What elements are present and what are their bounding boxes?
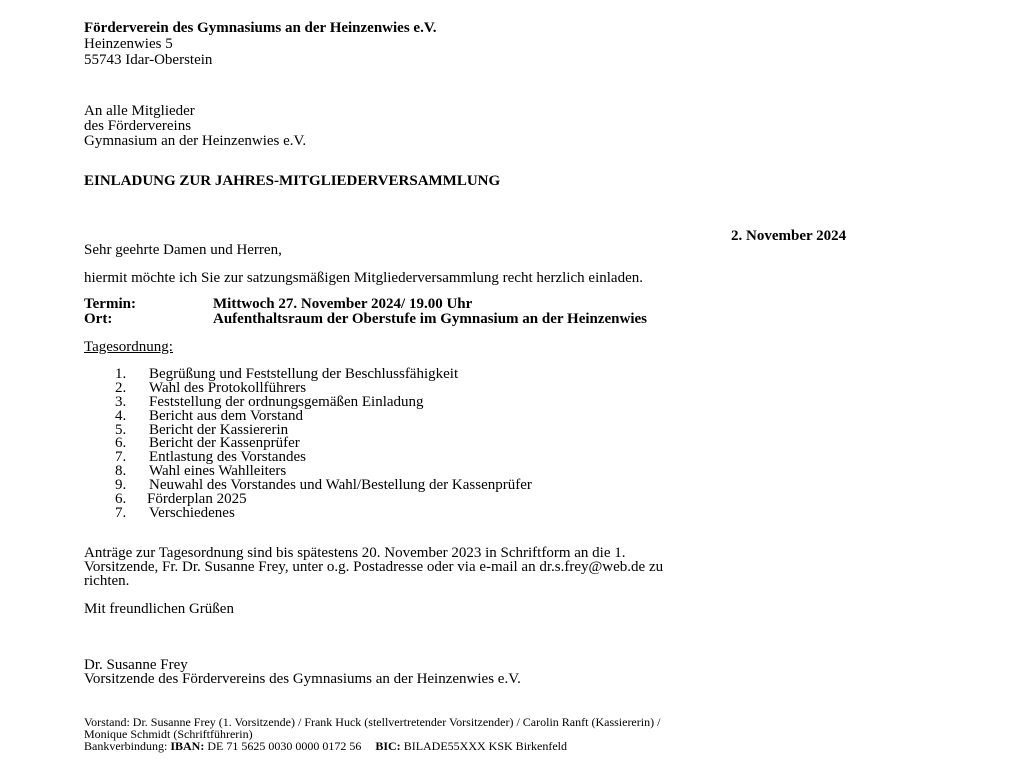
- agenda-text: Wahl eines Wahlleiters: [149, 463, 287, 480]
- agenda-number: 4.: [115, 407, 127, 424]
- agenda-heading: Tagesordnung:: [84, 339, 173, 355]
- agenda-text: Begrüßung und Feststellung der Beschlussfähigkeit: [149, 366, 459, 382]
- bic-label: BIC:: [375, 739, 401, 753]
- iban-label: IBAN:: [170, 739, 205, 753]
- intro-text: hiermit möchte ich Sie zur satzungsmäßigen Mitgliederversammlung recht herzlich einladen.: [84, 270, 643, 286]
- termin-label: Termin:: [84, 296, 136, 312]
- agenda-text: Bericht der Kassenprüfer: [149, 435, 300, 452]
- proposals-paragraph: [84, 546, 944, 588]
- agenda-text: Neuwahl des Vorstandes und Wahl/Bestellung der Kassenprüfer: [149, 477, 532, 494]
- recipient-address: [84, 104, 306, 149]
- agenda-number: 9.: [115, 477, 127, 494]
- agenda-number: 5.: [115, 421, 127, 438]
- sender-street: Heinzenwies 5: [84, 36, 173, 52]
- termin-value: Mittwoch 27. November 2024/ 19.00 Uhr: [213, 296, 473, 312]
- recipient-line: des Fördervereins: [84, 118, 192, 134]
- agenda-text: Entlastung des Vorstandes: [149, 449, 306, 466]
- agenda-number: 8.: [115, 463, 127, 480]
- recipient-line: Gymnasium an der Heinzenwies e.V.: [84, 133, 307, 149]
- letter-date: 2. November 2024: [731, 228, 847, 244]
- recipient-line: An alle Mitglieder: [84, 103, 195, 119]
- ort-value: Aufenthaltsraum der Oberstufe im Gymnasium an der Heinzenwies: [213, 311, 648, 327]
- sender-name: Förderverein des Gymnasiums an der Heinzenwies e.V.: [84, 20, 437, 36]
- sender-city: 55743 Idar-Oberstein: [84, 52, 213, 68]
- signature-block: [84, 658, 521, 686]
- agenda-text: Feststellung der ordnungsgemäßen Einladung: [149, 393, 424, 410]
- agenda-text: Bericht der Kassiererin: [149, 421, 289, 438]
- footer-bank-line: [84, 740, 660, 752]
- agenda-number: 7.: [115, 449, 127, 466]
- agenda-text: Wahl des Protokollführers: [149, 379, 307, 396]
- agenda-text: Verschiedenes: [149, 504, 235, 521]
- bic-value: BILADE55XXX KSK Birkenfeld: [400, 739, 567, 753]
- iban-value: DE 71 5625 0030 0000 0172 56: [204, 739, 362, 753]
- agenda-number: 7.: [115, 504, 127, 521]
- letter-title: EINLADUNG ZUR JAHRES-MITGLIEDERVERSAMMLUNG: [84, 173, 501, 189]
- proposals-line: richten.: [84, 573, 130, 589]
- sender-address: [84, 20, 437, 68]
- agenda-number: 3.: [115, 393, 127, 410]
- agenda-text: Bericht aus dem Vorstand: [149, 407, 304, 424]
- agenda-number: 6.: [115, 491, 127, 508]
- footer-board-line: Monique Schmidt (Schriftführerin): [84, 727, 253, 741]
- agenda-number: 1.: [115, 366, 127, 382]
- bank-label: Bankverbindung:: [84, 739, 171, 753]
- ort-label: Ort:: [84, 311, 113, 327]
- salutation: Sehr geehrte Damen und Herren,: [84, 242, 282, 258]
- proposals-line: Vorsitzende, Fr. Dr. Susanne Frey, unter o.g. Postadresse oder via e-mail an dr.s.frey@web.de zu: [84, 559, 664, 575]
- agenda-number: 6.: [115, 435, 127, 452]
- signature-name: Dr. Susanne Frey: [84, 657, 188, 673]
- footer: [84, 716, 660, 752]
- proposals-line: Anträge zur Tagesordnung sind bis spätestens 20. November 2023 in Schriftform an die 1.: [84, 545, 626, 561]
- closing: Mit freundlichen Grüßen: [84, 601, 234, 617]
- agenda-text: Förderplan 2025: [147, 491, 247, 508]
- footer-board-line: Vorstand: Dr. Susanne Frey (1. Vorsitzende) / Frank Huck (stellvertretender Vorsitzender) / Carolin Ranft (Kassiererin) /: [84, 715, 661, 729]
- signature-role: Vorsitzende des Fördervereins des Gymnasiums an der Heinzenwies e.V.: [84, 671, 521, 687]
- agenda-number: 2.: [115, 379, 127, 396]
